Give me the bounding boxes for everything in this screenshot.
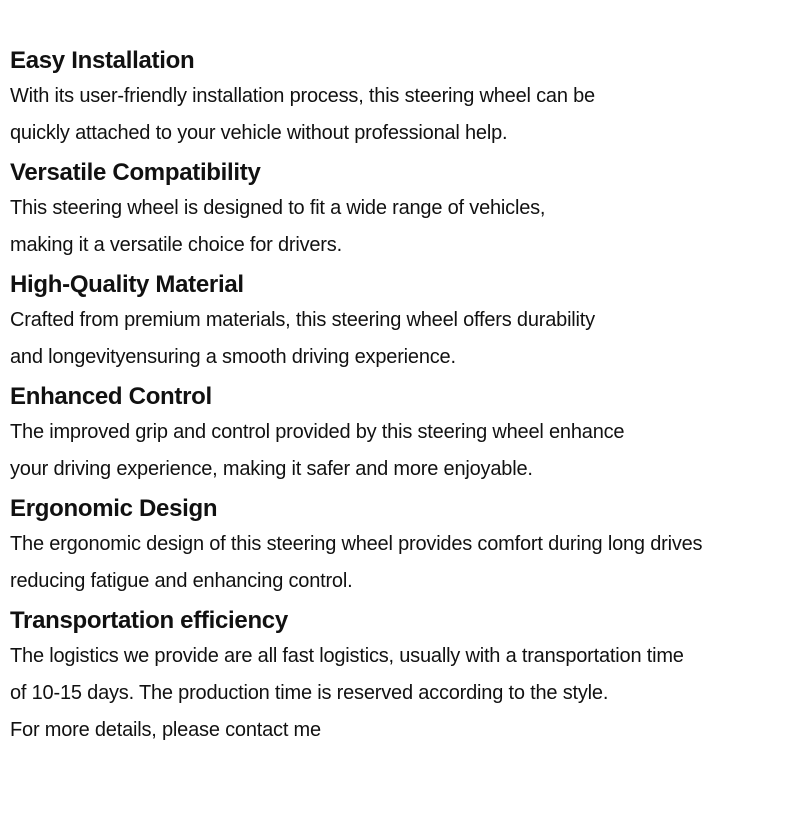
section-title: Versatile Compatibility xyxy=(10,159,261,186)
body-line: your driving experience, making it safer and more enjoyable. xyxy=(10,458,533,480)
section-title: High-Quality Material xyxy=(10,271,244,298)
section-body xyxy=(10,302,798,376)
section-body xyxy=(10,526,798,600)
body-line: With its user-friendly installation process, this steering wheel can be xyxy=(10,85,595,107)
section-body xyxy=(10,638,798,749)
section-title: Easy Installation xyxy=(10,47,195,74)
section-body xyxy=(10,190,798,264)
body-line: The logistics we provide are all fast logistics, usually with a transportation time xyxy=(10,645,684,667)
product-features xyxy=(10,44,798,749)
body-line: The ergonomic design of this steering wheel provides comfort during long drives xyxy=(10,533,703,555)
section-title: Transportation efficiency xyxy=(10,607,288,634)
section-body xyxy=(10,78,798,152)
section-versatile-compatibility xyxy=(10,156,798,264)
body-line: of 10-15 days. The production time is reserved according to the style. xyxy=(10,682,609,704)
body-line: quickly attached to your vehicle without professional help. xyxy=(10,122,508,144)
section-ergonomic-design xyxy=(10,492,798,600)
body-line: making it a versatile choice for drivers. xyxy=(10,234,342,256)
section-body xyxy=(10,414,798,488)
section-title: Ergonomic Design xyxy=(10,495,218,522)
section-transportation-efficiency xyxy=(10,604,798,749)
section-enhanced-control xyxy=(10,380,798,488)
body-line: reducing fatigue and enhancing control. xyxy=(10,570,353,592)
body-line: and longevityensuring a smooth driving experience. xyxy=(10,346,456,368)
body-line: Crafted from premium materials, this steering wheel offers durability xyxy=(10,309,595,331)
section-easy-installation xyxy=(10,44,798,152)
body-line: This steering wheel is designed to fit a wide range of vehicles, xyxy=(10,197,546,219)
section-title: Enhanced Control xyxy=(10,383,212,410)
body-line: The improved grip and control provided by this steering wheel enhance xyxy=(10,421,625,443)
body-line: For more details, please contact me xyxy=(10,719,321,741)
section-high-quality-material xyxy=(10,268,798,376)
